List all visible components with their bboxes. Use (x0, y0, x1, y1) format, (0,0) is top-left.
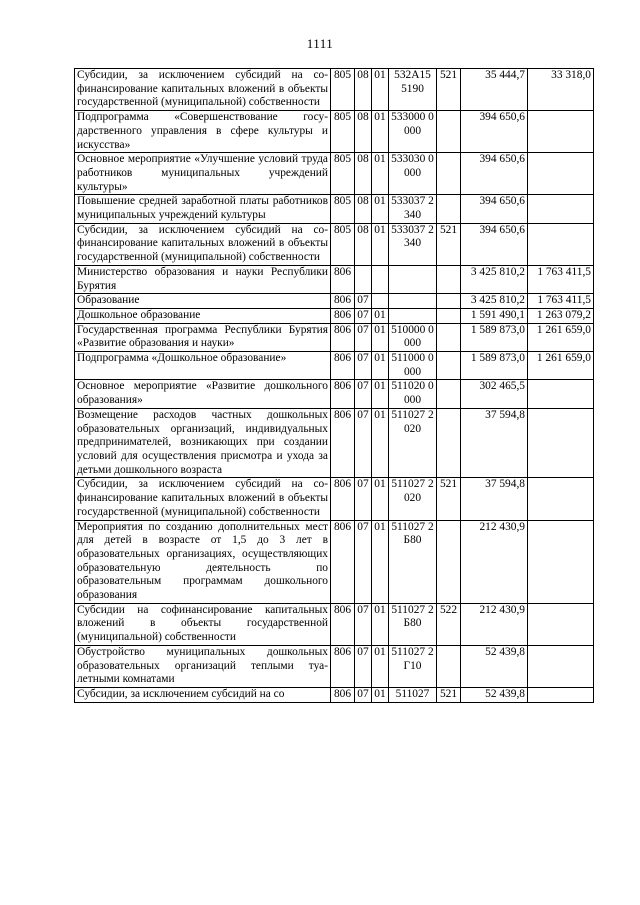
section-code: 07 (355, 352, 372, 380)
section-code: 08 (355, 69, 372, 111)
ministry-code: 806 (331, 687, 355, 702)
amount-1: 212 430,9 (461, 603, 528, 645)
ministry-code: 805 (331, 111, 355, 153)
amount-2: 1 263 079,2 (528, 308, 594, 323)
amount-2 (528, 645, 594, 687)
amount-2: 33 318,0 (528, 69, 594, 111)
expense-type-code (437, 323, 461, 351)
expense-type-code: 522 (437, 603, 461, 645)
subsection-code: 01 (372, 111, 389, 153)
ministry-code: 806 (331, 478, 355, 520)
ministry-code: 806 (331, 645, 355, 687)
ministry-code: 806 (331, 352, 355, 380)
target-article-code: 511027 2020 (389, 478, 437, 520)
expense-type-code: 521 (437, 223, 461, 265)
table-row (75, 153, 594, 195)
section-code: 07 (355, 323, 372, 351)
table-row (75, 111, 594, 153)
expense-type-code (437, 294, 461, 309)
ministry-code: 806 (331, 380, 355, 408)
section-code: 07 (355, 645, 372, 687)
table-row (75, 478, 594, 520)
subsection-code: 01 (372, 380, 389, 408)
section-code: 08 (355, 111, 372, 153)
item-name: Государственная программа Республики Бурятия «Развитие образования и науки» (75, 323, 331, 351)
item-name: Мероприятия по созданию дополнительных мест для детей в возрасте от 1,5 до 3 лет в образовательных организациях, осуществляющих образовательную деятельность по образовательным программам дошкольного образования (75, 520, 331, 603)
target-article-code (389, 294, 437, 309)
expense-type-code (437, 111, 461, 153)
subsection-code: 01 (372, 478, 389, 520)
amount-2 (528, 687, 594, 702)
item-name: Субсидии, за исключением субсидий на со (75, 687, 331, 702)
target-article-code: 511020 0000 (389, 380, 437, 408)
item-name: Субсидии на софинансирование капитальных вложений в объекты государственной (муниципальной) собственности (75, 603, 331, 645)
expense-type-code (437, 408, 461, 478)
ministry-code: 805 (331, 223, 355, 265)
target-article-code: 533037 2340 (389, 195, 437, 223)
target-article-code: 533030 0000 (389, 153, 437, 195)
section-code: 08 (355, 195, 372, 223)
section-code: 07 (355, 603, 372, 645)
ministry-code: 806 (331, 603, 355, 645)
amount-2 (528, 520, 594, 603)
ministry-code: 806 (331, 520, 355, 603)
amount-1: 37 594,8 (461, 478, 528, 520)
amount-2 (528, 380, 594, 408)
amount-1: 35 444,7 (461, 69, 528, 111)
section-code: 07 (355, 520, 372, 603)
expense-type-code (437, 195, 461, 223)
table-row (75, 408, 594, 478)
amount-1: 1 589 873,0 (461, 323, 528, 351)
item-name: Подпрограмма «Совершенствование государственного управления в сфере культуры и искусства» (75, 111, 331, 153)
item-name: Субсидии, за исключением субсидий на софинансирование капитальных вложений в объекты государственной (муниципальной) собственности (75, 69, 331, 111)
ministry-code: 806 (331, 408, 355, 478)
expense-type-code (437, 645, 461, 687)
expense-type-code (437, 153, 461, 195)
amount-1: 212 430,9 (461, 520, 528, 603)
expense-type-code (437, 380, 461, 408)
section-code: 07 (355, 380, 372, 408)
table-row (75, 308, 594, 323)
subsection-code: 01 (372, 520, 389, 603)
section-code: 07 (355, 408, 372, 478)
amount-2 (528, 111, 594, 153)
amount-2: 1 763 411,5 (528, 294, 594, 309)
section-code: 07 (355, 478, 372, 520)
amount-2 (528, 603, 594, 645)
table-row (75, 265, 594, 293)
subsection-code: 01 (372, 408, 389, 478)
expense-type-code (437, 352, 461, 380)
item-name: Субсидии, за исключением субсидий на софинансирование капитальных вложений в объекты государственной (муниципальной) собственности (75, 223, 331, 265)
expense-type-code (437, 520, 461, 603)
subsection-code: 01 (372, 69, 389, 111)
target-article-code: 532А15 5190 (389, 69, 437, 111)
amount-1: 52 439,8 (461, 645, 528, 687)
amount-1: 37 594,8 (461, 408, 528, 478)
table-row (75, 323, 594, 351)
amount-1: 3 425 810,2 (461, 265, 528, 293)
amount-1: 1 591 490,1 (461, 308, 528, 323)
amount-2 (528, 153, 594, 195)
target-article-code (389, 265, 437, 293)
budget-table (74, 68, 594, 703)
subsection-code: 01 (372, 352, 389, 380)
item-name: Подпрограмма «Дошкольное образование» (75, 352, 331, 380)
target-article-code: 511027 2Б80 (389, 520, 437, 603)
section-code: 07 (355, 687, 372, 702)
subsection-code: 01 (372, 308, 389, 323)
item-name: Повышение средней заработной платы работников муниципальных учреждений культуры (75, 195, 331, 223)
table-row (75, 687, 594, 702)
expense-type-code (437, 265, 461, 293)
item-name: Основное мероприятие «Улучшение условий труда работников муниципальных учреждений культуры» (75, 153, 331, 195)
target-article-code: 511027 2Б80 (389, 603, 437, 645)
amount-2: 1 261 659,0 (528, 323, 594, 351)
table-row (75, 645, 594, 687)
subsection-code: 01 (372, 223, 389, 265)
subsection-code: 01 (372, 687, 389, 702)
item-name: Возмещение расходов частных дошкольных образовательных организаций, индивидуальных предпринимателей, возникающих при создании условий для осуществления присмотра и ухода за детьми дошкольного возраста (75, 408, 331, 478)
target-article-code: 533037 2340 (389, 223, 437, 265)
ministry-code: 806 (331, 265, 355, 293)
target-article-code: 511027 2Г10 (389, 645, 437, 687)
subsection-code: 01 (372, 645, 389, 687)
expense-type-code: 521 (437, 478, 461, 520)
table-row (75, 380, 594, 408)
table-row (75, 69, 594, 111)
item-name: Дошкольное образование (75, 308, 331, 323)
section-code: 07 (355, 308, 372, 323)
subsection-code (372, 294, 389, 309)
target-article-code: 511000 0000 (389, 352, 437, 380)
amount-1: 302 465,5 (461, 380, 528, 408)
ministry-code: 805 (331, 69, 355, 111)
item-name: Обустройство муниципальных дошкольных образовательных организаций теплыми туалетными комнатами (75, 645, 331, 687)
target-article-code: 510000 0000 (389, 323, 437, 351)
amount-1: 52 439,8 (461, 687, 528, 702)
subsection-code: 01 (372, 153, 389, 195)
ministry-code: 806 (331, 308, 355, 323)
subsection-code (372, 265, 389, 293)
expense-type-code: 521 (437, 69, 461, 111)
ministry-code: 805 (331, 153, 355, 195)
ministry-code: 805 (331, 195, 355, 223)
target-article-code (389, 308, 437, 323)
item-name: Субсидии, за исключением субсидий на софинансирование капитальных вложений в объекты государственной (муниципальной) собственности (75, 478, 331, 520)
table-row (75, 294, 594, 309)
expense-type-code (437, 308, 461, 323)
amount-1: 1 589 873,0 (461, 352, 528, 380)
amount-2: 1 261 659,0 (528, 352, 594, 380)
table-row (75, 195, 594, 223)
table-row (75, 520, 594, 603)
amount-2 (528, 478, 594, 520)
section-code: 08 (355, 223, 372, 265)
amount-1: 394 650,6 (461, 223, 528, 265)
table-row (75, 352, 594, 380)
subsection-code: 01 (372, 323, 389, 351)
target-article-code: 533000 0000 (389, 111, 437, 153)
section-code: 07 (355, 294, 372, 309)
amount-2 (528, 195, 594, 223)
table-row (75, 603, 594, 645)
amount-2: 1 763 411,5 (528, 265, 594, 293)
table-row (75, 223, 594, 265)
amount-2 (528, 408, 594, 478)
ministry-code: 806 (331, 323, 355, 351)
item-name: Образование (75, 294, 331, 309)
ministry-code: 806 (331, 294, 355, 309)
target-article-code: 511027 (389, 687, 437, 702)
section-code: 08 (355, 153, 372, 195)
page-number: 1111 (306, 36, 334, 51)
amount-1: 394 650,6 (461, 195, 528, 223)
subsection-code: 01 (372, 603, 389, 645)
expense-type-code: 521 (437, 687, 461, 702)
item-name: Министерство образования и науки Республики Бурятия (75, 265, 331, 293)
amount-1: 394 650,6 (461, 111, 528, 153)
item-name: Основное мероприятие «Развитие дошкольного образования» (75, 380, 331, 408)
amount-1: 3 425 810,2 (461, 294, 528, 309)
amount-1: 394 650,6 (461, 153, 528, 195)
target-article-code: 511027 2020 (389, 408, 437, 478)
section-code (355, 265, 372, 293)
subsection-code: 01 (372, 195, 389, 223)
amount-2 (528, 223, 594, 265)
